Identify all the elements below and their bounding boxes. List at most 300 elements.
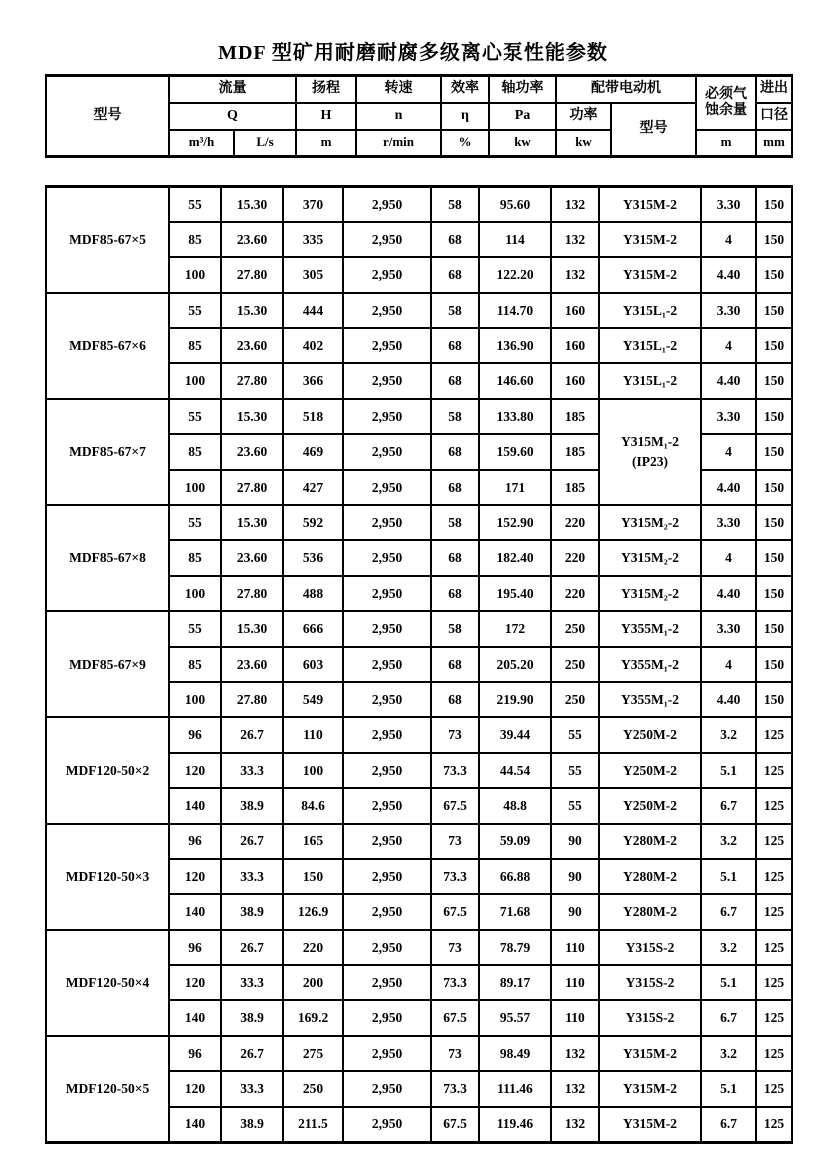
cell-pa: 59.09: [479, 824, 551, 859]
table-row: [46, 930, 792, 965]
header-speed: 转速: [356, 76, 441, 103]
cell-n: 2,950: [343, 1071, 431, 1106]
cell-pa: 111.46: [479, 1071, 551, 1106]
cell-npsh: 3.30: [701, 293, 756, 328]
cell-h: 211.5: [283, 1107, 343, 1142]
cell-n: 2,950: [343, 894, 431, 929]
cell-kw: 90: [551, 894, 599, 929]
cell-n: 2,950: [343, 930, 431, 965]
cell-pa: 89.17: [479, 965, 551, 1000]
cell-kw: 185: [551, 470, 599, 505]
cell-motor: Y315M-2: [599, 187, 701, 222]
cell-npsh: 5.1: [701, 859, 756, 894]
cell-motor: Y280M-2: [599, 859, 701, 894]
cell-n: 2,950: [343, 257, 431, 292]
cell-q_ls: 27.80: [221, 257, 283, 292]
cell-motor: Y315M-2: [599, 1071, 701, 1106]
cell-npsh: 4.40: [701, 576, 756, 611]
cell-h: 165: [283, 824, 343, 859]
cell-n: 2,950: [343, 540, 431, 575]
cell-npsh: 5.1: [701, 965, 756, 1000]
cell-h: 469: [283, 434, 343, 469]
cell-q_ls: 23.60: [221, 222, 283, 257]
pump-table-body: [46, 187, 792, 1143]
cell-kw: 220: [551, 576, 599, 611]
cell-pa: 71.68: [479, 894, 551, 929]
cell-eta: 68: [431, 222, 479, 257]
spec-body-table: [45, 185, 793, 1144]
cell-dn: 150: [756, 576, 792, 611]
cell-eta: 58: [431, 187, 479, 222]
cell-h: 603: [283, 647, 343, 682]
cell-motor: Y315L₁-2: [599, 363, 701, 398]
table-row: [46, 293, 792, 328]
cell-dn: 150: [756, 222, 792, 257]
cell-motor: Y315M-2: [599, 222, 701, 257]
motor-model-line2: (IP23): [632, 454, 668, 470]
cell-kw: 160: [551, 363, 599, 398]
cell-dn: 125: [756, 788, 792, 823]
cell-motor: Y280M-2: [599, 824, 701, 859]
cell-h: 518: [283, 399, 343, 434]
table-row: [46, 717, 792, 752]
cell-motor: Y315M₂-2: [599, 505, 701, 540]
cell-q_ls: 27.80: [221, 682, 283, 717]
cell-pa: 95.57: [479, 1000, 551, 1035]
header-head: 扬程: [296, 76, 356, 103]
header-flow-unit-ls: L/s: [234, 130, 296, 157]
cell-pa: 205.20: [479, 647, 551, 682]
cell-dn: 125: [756, 824, 792, 859]
cell-pa: 66.88: [479, 859, 551, 894]
cell-q_ls: 23.60: [221, 647, 283, 682]
cell-h: 335: [283, 222, 343, 257]
cell-eta: 67.5: [431, 788, 479, 823]
cell-q_ls: 33.3: [221, 753, 283, 788]
cell-q_ls: 23.60: [221, 328, 283, 363]
cell-dn: 125: [756, 1107, 792, 1142]
cell-eta: 58: [431, 505, 479, 540]
cell-eta: 68: [431, 470, 479, 505]
cell-motor: Y315M₂-2: [599, 540, 701, 575]
cell-npsh: 4.40: [701, 363, 756, 398]
cell-kw: 220: [551, 505, 599, 540]
cell-motor: Y315L₁-2: [599, 293, 701, 328]
header-npsh: [696, 76, 756, 130]
cell-kw: 90: [551, 824, 599, 859]
cell-q_ls: 23.60: [221, 540, 283, 575]
table-row: [46, 1036, 792, 1071]
cell-kw: 110: [551, 930, 599, 965]
cell-motor: Y315M₂-2: [599, 576, 701, 611]
cell-n: 2,950: [343, 824, 431, 859]
cell-kw: 110: [551, 965, 599, 1000]
cell-q_m3h: 96: [169, 717, 221, 752]
header-pump-model: 型号: [46, 76, 169, 157]
header-flow-symbol: Q: [169, 103, 296, 130]
pump-model: MDF85-67×5: [46, 187, 169, 293]
cell-q_m3h: 120: [169, 753, 221, 788]
cell-q_m3h: 96: [169, 930, 221, 965]
cell-pa: 152.90: [479, 505, 551, 540]
cell-pa: 219.90: [479, 682, 551, 717]
cell-pa: 48.8: [479, 788, 551, 823]
cell-n: 2,950: [343, 187, 431, 222]
cell-n: 2,950: [343, 1036, 431, 1071]
cell-h: 169.2: [283, 1000, 343, 1035]
cell-pa: 114: [479, 222, 551, 257]
header-efficiency: 效率: [441, 76, 489, 103]
cell-dn: 150: [756, 328, 792, 363]
cell-pa: 146.60: [479, 363, 551, 398]
header-flow: 流量: [169, 76, 296, 103]
cell-h: 444: [283, 293, 343, 328]
motor-model-line1: Y315M₁-2: [620, 433, 680, 449]
cell-q_m3h: 140: [169, 894, 221, 929]
cell-pa: 172: [479, 611, 551, 646]
table-row: [46, 505, 792, 540]
cell-motor: Y315S-2: [599, 930, 701, 965]
cell-q_ls: 15.30: [221, 187, 283, 222]
cell-pa: 195.40: [479, 576, 551, 611]
cell-dn: 125: [756, 894, 792, 929]
cell-eta: 68: [431, 328, 479, 363]
cell-q_m3h: 100: [169, 576, 221, 611]
cell-eta: 73.3: [431, 859, 479, 894]
cell-q_m3h: 85: [169, 540, 221, 575]
cell-h: 666: [283, 611, 343, 646]
cell-dn: 150: [756, 540, 792, 575]
cell-eta: 73: [431, 717, 479, 752]
cell-q_m3h: 96: [169, 824, 221, 859]
cell-dn: 125: [756, 753, 792, 788]
cell-kw: 185: [551, 434, 599, 469]
cell-npsh: 6.7: [701, 788, 756, 823]
cell-n: 2,950: [343, 965, 431, 1000]
header-shaft-power: 轴功率: [489, 76, 556, 103]
cell-pa: 122.20: [479, 257, 551, 292]
cell-eta: 58: [431, 611, 479, 646]
cell-pa: 159.60: [479, 434, 551, 469]
cell-h: 275: [283, 1036, 343, 1071]
cell-motor: Y280M-2: [599, 894, 701, 929]
cell-q_ls: 33.3: [221, 965, 283, 1000]
cell-h: 110: [283, 717, 343, 752]
cell-motor: Y315L₁-2: [599, 328, 701, 363]
cell-npsh: 6.7: [701, 1000, 756, 1035]
cell-npsh: 4.40: [701, 682, 756, 717]
cell-q_m3h: 100: [169, 257, 221, 292]
cell-dn: 125: [756, 965, 792, 1000]
cell-kw: 55: [551, 717, 599, 752]
header-efficiency-symbol: η: [441, 103, 489, 130]
cell-q_m3h: 120: [169, 1071, 221, 1106]
cell-q_m3h: 85: [169, 328, 221, 363]
cell-h: 250: [283, 1071, 343, 1106]
header-ports-line1: 进出: [756, 76, 792, 103]
cell-npsh: 4: [701, 328, 756, 363]
cell-q_m3h: 85: [169, 222, 221, 257]
cell-npsh: 4.40: [701, 470, 756, 505]
cell-pa: 182.40: [479, 540, 551, 575]
header-head-unit: m: [296, 130, 356, 157]
cell-q_m3h: 120: [169, 965, 221, 1000]
cell-kw: 132: [551, 222, 599, 257]
table-row: [46, 611, 792, 646]
pump-model: MDF85-67×9: [46, 611, 169, 717]
cell-n: 2,950: [343, 576, 431, 611]
cell-eta: 73: [431, 1036, 479, 1071]
cell-q_m3h: 140: [169, 1107, 221, 1142]
cell-motor: Y250M-2: [599, 788, 701, 823]
cell-n: 2,950: [343, 293, 431, 328]
cell-pa: 171: [479, 470, 551, 505]
cell-motor: Y250M-2: [599, 753, 701, 788]
cell-q_m3h: 55: [169, 187, 221, 222]
cell-kw: 132: [551, 257, 599, 292]
header-head-symbol: H: [296, 103, 356, 130]
cell-dn: 150: [756, 434, 792, 469]
cell-pa: 98.49: [479, 1036, 551, 1071]
cell-q_m3h: 100: [169, 470, 221, 505]
cell-eta: 67.5: [431, 894, 479, 929]
cell-pa: 39.44: [479, 717, 551, 752]
cell-eta: 58: [431, 399, 479, 434]
header-shaft-power-symbol: Pa: [489, 103, 556, 130]
cell-eta: 73.3: [431, 753, 479, 788]
cell-kw: 110: [551, 1000, 599, 1035]
cell-npsh: 4: [701, 540, 756, 575]
cell-kw: 132: [551, 1071, 599, 1106]
cell-h: 100: [283, 753, 343, 788]
cell-dn: 125: [756, 1000, 792, 1035]
cell-npsh: 3.30: [701, 611, 756, 646]
cell-motor: Y355M₁-2: [599, 647, 701, 682]
cell-q_ls: 15.30: [221, 293, 283, 328]
cell-npsh: 4: [701, 222, 756, 257]
cell-eta: 68: [431, 647, 479, 682]
cell-q_ls: 26.7: [221, 930, 283, 965]
cell-h: 84.6: [283, 788, 343, 823]
cell-q_ls: 23.60: [221, 434, 283, 469]
pump-model: MDF120-50×5: [46, 1036, 169, 1142]
cell-npsh: 4.40: [701, 257, 756, 292]
cell-motor: Y315S-2: [599, 1000, 701, 1035]
pump-model: MDF85-67×7: [46, 399, 169, 505]
cell-q_m3h: 96: [169, 1036, 221, 1071]
cell-motor: Y315M-2: [599, 1107, 701, 1142]
cell-npsh: 5.1: [701, 1071, 756, 1106]
cell-q_ls: 27.80: [221, 576, 283, 611]
table-row: [46, 824, 792, 859]
cell-npsh: 3.2: [701, 717, 756, 752]
cell-kw: 132: [551, 1036, 599, 1071]
cell-q_ls: 33.3: [221, 1071, 283, 1106]
cell-eta: 68: [431, 257, 479, 292]
header-npsh-line1: 必须气: [705, 86, 747, 102]
cell-npsh: 6.7: [701, 894, 756, 929]
cell-motor: Y315S-2: [599, 965, 701, 1000]
cell-dn: 125: [756, 859, 792, 894]
cell-motor: Y355M₁-2: [599, 682, 701, 717]
cell-h: 126.9: [283, 894, 343, 929]
cell-n: 2,950: [343, 859, 431, 894]
cell-q_m3h: 55: [169, 611, 221, 646]
cell-pa: 136.90: [479, 328, 551, 363]
header-ports-unit: mm: [756, 130, 792, 157]
table-row: [46, 187, 792, 222]
cell-npsh: 3.30: [701, 505, 756, 540]
cell-dn: 150: [756, 187, 792, 222]
cell-eta: 67.5: [431, 1000, 479, 1035]
header-speed-unit: r/min: [356, 130, 441, 157]
cell-n: 2,950: [343, 470, 431, 505]
cell-dn: 125: [756, 717, 792, 752]
cell-h: 592: [283, 505, 343, 540]
header-motor: 配带电动机: [556, 76, 696, 103]
cell-eta: 68: [431, 434, 479, 469]
cell-q_ls: 26.7: [221, 717, 283, 752]
cell-motor: Y250M-2: [599, 717, 701, 752]
cell-pa: 114.70: [479, 293, 551, 328]
cell-q_m3h: 140: [169, 788, 221, 823]
cell-n: 2,950: [343, 363, 431, 398]
cell-dn: 150: [756, 470, 792, 505]
cell-q_ls: 26.7: [221, 1036, 283, 1071]
cell-eta: 68: [431, 576, 479, 611]
cell-q_ls: 15.30: [221, 399, 283, 434]
cell-dn: 150: [756, 611, 792, 646]
cell-n: 2,950: [343, 434, 431, 469]
cell-npsh: 3.2: [701, 824, 756, 859]
cell-q_ls: 27.80: [221, 470, 283, 505]
cell-n: 2,950: [343, 505, 431, 540]
cell-dn: 150: [756, 293, 792, 328]
pump-model: MDF120-50×2: [46, 717, 169, 823]
cell-q_ls: 33.3: [221, 859, 283, 894]
cell-n: 2,950: [343, 611, 431, 646]
cell-n: 2,950: [343, 1107, 431, 1142]
cell-kw: 250: [551, 647, 599, 682]
cell-npsh: 3.30: [701, 187, 756, 222]
cell-kw: 220: [551, 540, 599, 575]
cell-eta: 68: [431, 363, 479, 398]
cell-npsh: 4: [701, 434, 756, 469]
cell-h: 366: [283, 363, 343, 398]
cell-h: 488: [283, 576, 343, 611]
cell-n: 2,950: [343, 328, 431, 363]
cell-kw: 250: [551, 611, 599, 646]
cell-pa: 95.60: [479, 187, 551, 222]
pump-model: MDF85-67×6: [46, 293, 169, 399]
cell-dn: 125: [756, 1036, 792, 1071]
cell-dn: 150: [756, 505, 792, 540]
cell-motor: Y355M₁-2: [599, 611, 701, 646]
cell-h: 150: [283, 859, 343, 894]
cell-h: 220: [283, 930, 343, 965]
cell-q_ls: 26.7: [221, 824, 283, 859]
cell-n: 2,950: [343, 399, 431, 434]
cell-h: 536: [283, 540, 343, 575]
pump-model: MDF120-50×4: [46, 930, 169, 1036]
cell-n: 2,950: [343, 753, 431, 788]
cell-n: 2,950: [343, 717, 431, 752]
pump-model: MDF120-50×3: [46, 824, 169, 930]
cell-pa: 44.54: [479, 753, 551, 788]
header-motor-power: 功率: [556, 103, 611, 130]
header-motor-model: 型号: [611, 103, 696, 157]
cell-eta: 73: [431, 930, 479, 965]
cell-kw: 55: [551, 788, 599, 823]
cell-q_m3h: 55: [169, 293, 221, 328]
cell-q_ls: 38.9: [221, 894, 283, 929]
cell-pa: 78.79: [479, 930, 551, 965]
header-shaft-power-unit: kw: [489, 130, 556, 157]
cell-eta: 73.3: [431, 1071, 479, 1106]
header-speed-symbol: n: [356, 103, 441, 130]
cell-eta: 58: [431, 293, 479, 328]
cell-q_ls: 15.30: [221, 505, 283, 540]
cell-kw: 160: [551, 293, 599, 328]
cell-q_ls: 38.9: [221, 1107, 283, 1142]
table-row: [46, 399, 792, 434]
cell-h: 305: [283, 257, 343, 292]
cell-eta: 73.3: [431, 965, 479, 1000]
cell-eta: 67.5: [431, 1107, 479, 1142]
cell-pa: 119.46: [479, 1107, 551, 1142]
cell-eta: 68: [431, 682, 479, 717]
cell-h: 200: [283, 965, 343, 1000]
header-ports-line2: 口径: [756, 103, 792, 130]
motor-model-merged: [599, 399, 701, 505]
cell-q_m3h: 55: [169, 399, 221, 434]
cell-pa: 133.80: [479, 399, 551, 434]
cell-dn: 125: [756, 1071, 792, 1106]
cell-npsh: 3.30: [701, 399, 756, 434]
cell-h: 370: [283, 187, 343, 222]
cell-dn: 150: [756, 399, 792, 434]
cell-kw: 160: [551, 328, 599, 363]
cell-q_ls: 27.80: [221, 363, 283, 398]
spec-header-table: [45, 74, 793, 158]
cell-npsh: 3.2: [701, 930, 756, 965]
pump-model: MDF85-67×8: [46, 505, 169, 611]
cell-q_m3h: 100: [169, 363, 221, 398]
header-row-1: [46, 76, 792, 103]
cell-dn: 150: [756, 682, 792, 717]
cell-motor: Y315M-2: [599, 257, 701, 292]
cell-q_m3h: 55: [169, 505, 221, 540]
header-flow-unit-m3h: m³/h: [169, 130, 234, 157]
cell-kw: 132: [551, 187, 599, 222]
cell-npsh: 5.1: [701, 753, 756, 788]
cell-dn: 150: [756, 257, 792, 292]
cell-n: 2,950: [343, 1000, 431, 1035]
header-efficiency-unit: %: [441, 130, 489, 157]
header-npsh-unit: m: [696, 130, 756, 157]
cell-q_m3h: 120: [169, 859, 221, 894]
cell-n: 2,950: [343, 788, 431, 823]
cell-q_m3h: 85: [169, 647, 221, 682]
cell-kw: 90: [551, 859, 599, 894]
page-title: MDF 型矿用耐磨耐腐多级离心泵性能参数: [218, 42, 608, 64]
cell-q_m3h: 140: [169, 1000, 221, 1035]
cell-h: 402: [283, 328, 343, 363]
cell-kw: 55: [551, 753, 599, 788]
cell-kw: 132: [551, 1107, 599, 1142]
cell-q_ls: 15.30: [221, 611, 283, 646]
cell-q_ls: 38.9: [221, 788, 283, 823]
